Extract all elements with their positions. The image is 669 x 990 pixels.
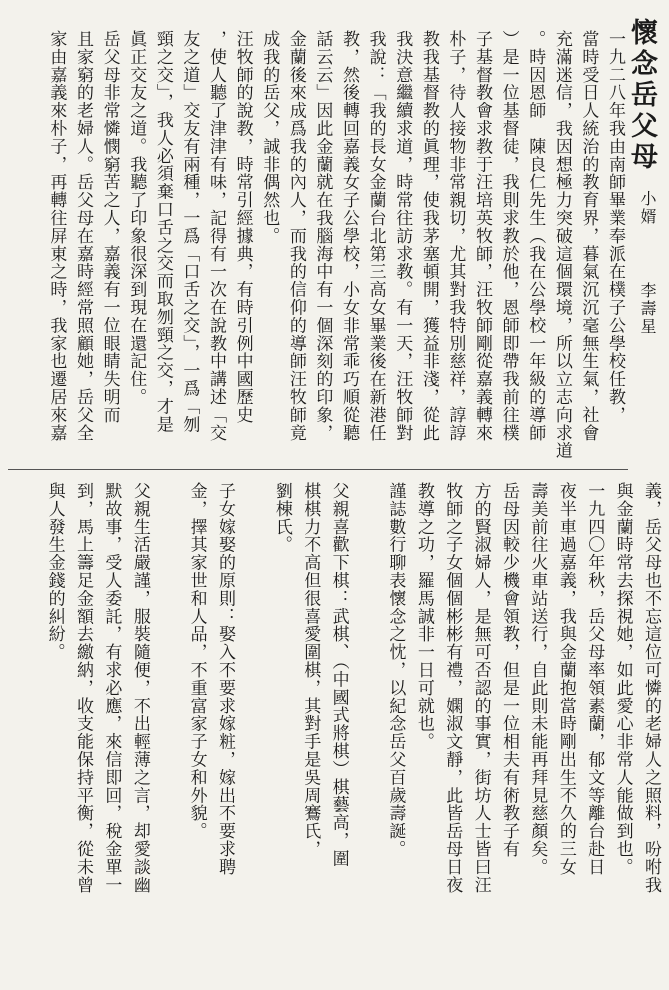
upper-text-column: 一九二八年我由南師畢業奉派在樸子公學校任教， [605, 30, 625, 424]
upper-text-column: 子基督教會求教于汪培英牧師，汪牧師剛從嘉義轉來 [472, 30, 492, 442]
upper-text-column: 話云云」因此金蘭就在我腦海中有一個深刻的印象， [312, 30, 333, 442]
author-role: 小婿 [638, 190, 657, 226]
lower-text-column: 默故事，受人委託，有求必應，來信即回，稅金單一 [101, 482, 122, 894]
lower-text-column: 金，擇其家世和人品，不重富家子女和外貌。 [186, 482, 207, 840]
section-divider [8, 469, 628, 470]
lower-text-column: 方的賢淑婦人，是無可否認的事實，街坊人士皆曰汪 [470, 482, 491, 894]
article-title: 懷念岳父母 [626, 18, 657, 173]
upper-text-column: 眞正交友之道。我聽了印象很深到現在還記住。 [126, 30, 147, 406]
upper-text-column: 我說：「我的長女金蘭台北第三高女畢業後在新港任 [365, 30, 386, 442]
lower-text-column: 牧師之子女個個彬彬有禮，嫻淑文靜，此皆岳母日夜 [442, 482, 463, 894]
lower-text-column: 棋棋力不高但很喜愛圍棋，其對手是吳周鶱氏， [300, 482, 321, 858]
lower-text-column: 謹誌數行聊表懷念之忱，以紀念岳父百歲壽誕。 [385, 482, 406, 858]
lower-text-column: 岳母因較少機會領教，但是一位相夫有術教子有 [499, 482, 519, 858]
lower-text-column: 一九四〇年秋，岳父母率領素蘭，郁文等離台赴日 [584, 482, 605, 876]
lower-text-column: 壽美前往火車站送行，自此則未能再拜見慈顏矣。 [527, 482, 548, 876]
author-byline [636, 190, 659, 336]
upper-text-column: 朴子，待人接物非常親切，尤其對我特別慈祥，諄諄 [445, 30, 466, 442]
upper-text-column: 我決意繼續求道，時常往訪求教。有一天，汪牧師對 [392, 30, 413, 442]
lower-text-column: 到，馬上籌足金額去繳納，收支能保持平衡，從未曾 [73, 482, 93, 894]
lower-text-column: 父親生活嚴謹，服裝隨便，不出輕薄之言，却愛談幽 [129, 482, 150, 894]
upper-text-column: 且家窮的老婦人。岳父母在嘉時經常照顧她，岳父全 [73, 30, 93, 442]
lower-text-column: 子女嫁娶的原則：娶入不要求嫁粧，嫁出不要求聘 [215, 482, 235, 876]
upper-text-column: 。時因恩師 陳良仁先生（我在公學校一年級的導師 [525, 30, 546, 442]
author-name: 李壽星 [638, 282, 657, 336]
lower-text-column: 與人發生金錢的糾紛。 [44, 482, 65, 661]
upper-text-column: 友之道」交友有兩種，一爲「口舌之交」，一爲「刎 [179, 30, 200, 434]
upper-text-column: ）是一位基督徒，我則求教於他，恩師即帶我前往樸 [498, 30, 519, 442]
lower-text-column: 與金蘭時常去探視她，如此愛心非常人能做到也。 [612, 482, 633, 876]
lower-text-column: 劉棟氏。 [271, 482, 292, 554]
upper-text-column: 充滿迷信，我因想極力突破這個環境，所以立志向求道 [551, 30, 572, 460]
upper-text-column: 頸之交」，我人必須棄口舌之交而取刎頸之交，才是 [152, 30, 173, 434]
upper-text-column: 金蘭後來成爲我的內人，而我的信仰的導師汪牧師竟 [285, 30, 306, 442]
upper-text-column: 家由嘉義來朴子，再轉往屏東之時，我家也遷居來嘉 [46, 30, 67, 442]
lower-text-column: 教導之功，羅馬誠非一日可就也。 [413, 482, 434, 751]
upper-text-column: ，使人聽了津津有味，記得有一次在說教中講述「交 [206, 30, 226, 442]
upper-text-column: 汪牧師的說教，時常引經據典，有時引例中國歷史 [232, 30, 253, 424]
upper-text-column: 教，然後轉回嘉義女子公學校，小女非常乖巧順從聽 [339, 30, 359, 442]
upper-text-column: 成我的岳父，誠非偶然也。 [259, 30, 280, 245]
upper-text-column: 當時受日人統治的教育界，暮氣沉沉毫無生氣，社會 [578, 30, 599, 442]
upper-text-column: 教我基督教的眞理，使我茅塞頓開，獲益非淺，從此 [418, 30, 439, 442]
upper-text-column: 岳父母非常憐憫窮苦之人，嘉義有一位眼睛失明而 [99, 30, 120, 424]
lower-text-column: 義，岳父母也不忘這位可憐的老婦人之照料，吩咐我 [641, 482, 661, 894]
lower-text-column: 夜半車過嘉義，我與金蘭抱當時剛出生不久的三女 [555, 482, 576, 876]
lower-text-column: 父親喜歡下棋：武棋、（中國式將棋）棋藝高，圍 [328, 482, 349, 868]
